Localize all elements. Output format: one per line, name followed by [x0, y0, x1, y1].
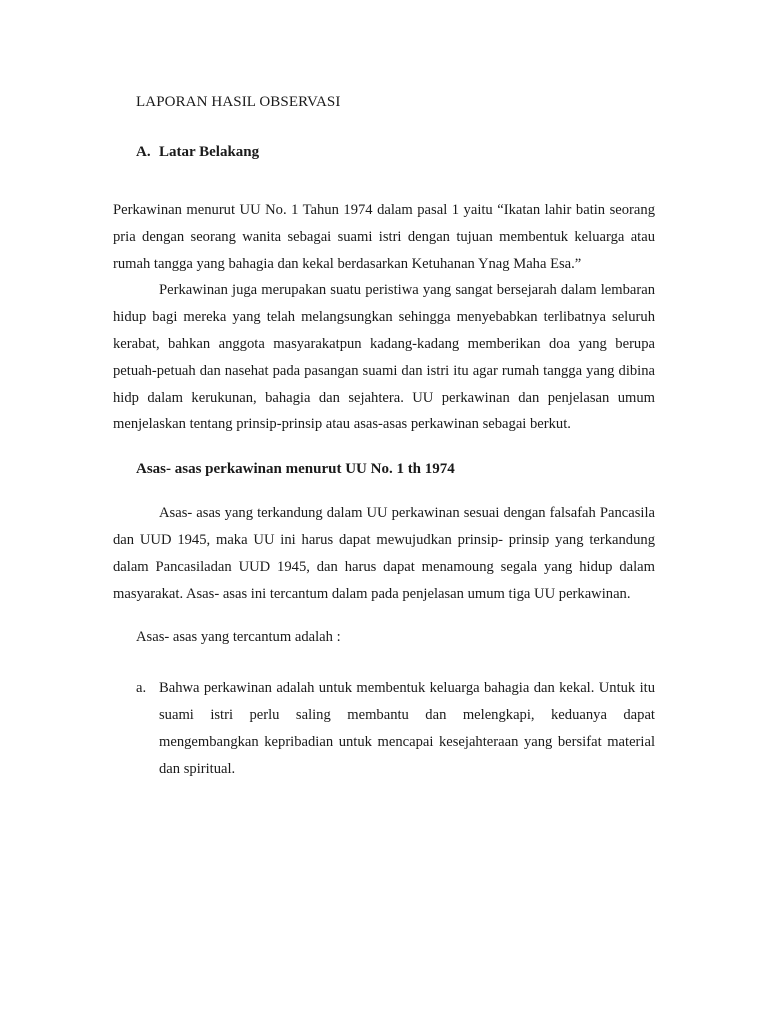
asas-list — [136, 675, 655, 782]
section-heading-latar-belakang — [136, 142, 655, 162]
section-letter: A. — [136, 144, 151, 160]
document-title: LAPORAN HASIL OBSERVASI — [136, 94, 341, 110]
list-item-text: Bahwa perkawinan adalah untuk membentuk keluarga bahagia dan kekal. Untuk itu suami istri perlu saling membantu dan melengkapi, keduanya dapat mengembangkan kepribadian untuk mencapai kesejahteraan yang bersifat material dan spiritual. — [159, 680, 655, 777]
paragraph-asas: Asas- asas yang terkandung dalam UU perkawinan sesuai dengan falsafah Pancasila dan UUD 1945, maka UU ini harus dapat mewujudkan prinsip- prinsip yang terkandung dalam Pancasiladan UUD 1945, dan harus dapat menamoung segala yang hidup dalam masyarakat. Asas- asas ini tercantum dalam pada penjelasan umum tiga UU perkawinan. — [113, 505, 655, 602]
document-content — [113, 92, 655, 783]
list-item — [136, 675, 655, 782]
list-item-marker: a. — [136, 680, 147, 697]
list-intro-line: Asas- asas yang tercantum adalah : — [136, 629, 341, 646]
paragraph-definition: Perkawinan menurut UU No. 1 Tahun 1974 dalam pasal 1 yaitu “Ikatan lahir batin seorang pria dengan seorang wanita sebagai suami istri dengan tujuan membentuk keluarga atau rumah tangga yang bahagia dan kekal berdasarkan Ketuhanan Ynag Maha Esa.” — [113, 202, 655, 272]
subheading-asas: Asas- asas perkawinan menurut UU No. 1 th 1974 — [136, 461, 455, 478]
section-heading-text: Latar Belakang — [159, 144, 260, 160]
paragraph-event: Perkawinan juga merupakan suatu peristiwa yang sangat bersejarah dalam lembaran hidup bagi mereka yang telah melangsungkan sehingga menyebabkan terlibatnya seluruh kerabat, bahkan anggota masyarakatpun kadang-kadang memberikan doa yang berupa petuah-petuah dan nasehat pada pasangan suami dan istri itu agar rumah tangga yang dibina hidp dalam kerukunan, bahagia dan sejahtera. UU perkawinan dan penjelasan umum menjelaskan tentang prinsip-prinsip atau asas-asas perkawinan sebagai berkut. — [113, 282, 655, 433]
